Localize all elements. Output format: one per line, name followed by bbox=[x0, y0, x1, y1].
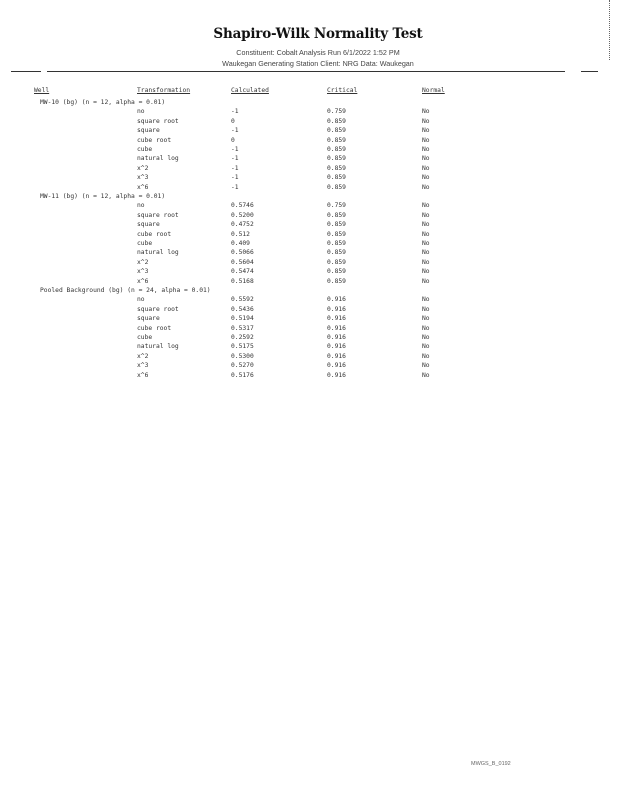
critical-cell: 0.916 bbox=[327, 362, 346, 370]
margin-scan-marks bbox=[609, 0, 612, 60]
transformation-cell: x^3 bbox=[137, 362, 149, 370]
transformation-cell: no bbox=[137, 296, 145, 304]
calculated-cell: -1 bbox=[231, 155, 239, 163]
transformation-cell: x^2 bbox=[137, 258, 149, 266]
well-group-label: Pooled Background (bg) (n = 24, alpha = 0.01) bbox=[40, 287, 211, 294]
transformation-cell: cube bbox=[137, 240, 153, 247]
column-header-normal: Normal bbox=[422, 87, 445, 94]
transformation-cell: square bbox=[137, 315, 160, 323]
calculated-cell: 0.5270 bbox=[231, 362, 254, 370]
report-subtitle-site: Waukegan Generating Station Client: NRG Data: Waukegan bbox=[222, 59, 414, 68]
header-rule-right bbox=[581, 71, 598, 72]
normal-cell: No bbox=[422, 108, 430, 116]
normal-cell: No bbox=[422, 183, 430, 191]
calculated-cell: 0.5474 bbox=[231, 268, 254, 276]
normal-cell: No bbox=[422, 164, 430, 172]
report-title: Shapiro-Wilk Normality Test bbox=[213, 26, 423, 42]
calculated-cell: -1 bbox=[231, 164, 239, 172]
normal-cell: No bbox=[422, 202, 430, 210]
critical-cell: 0.859 bbox=[327, 240, 346, 247]
normal-cell: No bbox=[422, 174, 430, 182]
transformation-cell: square bbox=[137, 127, 160, 135]
critical-cell: 0.916 bbox=[327, 305, 346, 313]
calculated-cell: -1 bbox=[231, 183, 239, 191]
critical-cell: 0.916 bbox=[327, 334, 346, 341]
critical-cell: 0.859 bbox=[327, 164, 346, 172]
column-header-calculated: Calculated bbox=[231, 87, 269, 94]
transformation-cell: x^6 bbox=[137, 183, 149, 191]
transformation-cell: x^3 bbox=[137, 174, 149, 182]
calculated-cell: -1 bbox=[231, 127, 239, 135]
normal-cell: No bbox=[422, 117, 430, 125]
header-rule-main bbox=[47, 71, 565, 72]
normal-cell: No bbox=[422, 371, 430, 379]
normal-cell: No bbox=[422, 258, 430, 266]
normal-cell: No bbox=[422, 343, 430, 351]
column-header-well: Well bbox=[34, 87, 50, 94]
transformation-cell: square root bbox=[137, 211, 179, 219]
critical-cell: 0.859 bbox=[327, 174, 346, 182]
critical-cell: 0.859 bbox=[327, 258, 346, 266]
normal-cell: No bbox=[422, 277, 430, 285]
calculated-cell: 0.5066 bbox=[231, 249, 254, 257]
normal-cell: No bbox=[422, 230, 430, 238]
normal-cell: No bbox=[422, 221, 430, 229]
critical-cell: 0.916 bbox=[327, 324, 346, 332]
calculated-cell: -1 bbox=[231, 174, 239, 182]
normal-cell: No bbox=[422, 136, 430, 144]
transformation-cell: cube root bbox=[137, 230, 172, 238]
critical-cell: 0.859 bbox=[327, 127, 346, 135]
transformation-cell: cube bbox=[137, 334, 153, 341]
calculated-cell: 0.409 bbox=[231, 240, 250, 247]
transformation-cell: natural log bbox=[137, 343, 179, 351]
transformation-cell: square root bbox=[137, 305, 179, 313]
critical-cell: 0.916 bbox=[327, 352, 346, 360]
transformation-cell: square bbox=[137, 221, 160, 229]
calculated-cell: -1 bbox=[231, 108, 239, 116]
critical-cell: 0.759 bbox=[327, 202, 346, 210]
normal-cell: No bbox=[422, 146, 430, 153]
normal-cell: No bbox=[422, 296, 430, 304]
page-id-footer: MWGS_B_0192 bbox=[471, 761, 511, 767]
normal-cell: No bbox=[422, 362, 430, 370]
transformation-cell: no bbox=[137, 108, 145, 116]
normal-cell: No bbox=[422, 334, 430, 341]
critical-cell: 0.916 bbox=[327, 315, 346, 323]
report-subtitle-analysis: Constituent: Cobalt Analysis Run 6/1/2022 1:52 PM bbox=[236, 48, 400, 57]
column-header-transformation: Transformation bbox=[137, 87, 191, 94]
transformation-cell: x^6 bbox=[137, 371, 149, 379]
transformation-cell: natural log bbox=[137, 249, 179, 257]
transformation-cell: x^2 bbox=[137, 164, 149, 172]
critical-cell: 0.859 bbox=[327, 249, 346, 257]
normal-cell: No bbox=[422, 127, 430, 135]
critical-cell: 0.859 bbox=[327, 230, 346, 238]
transformation-cell: natural log bbox=[137, 155, 179, 163]
calculated-cell: 0 bbox=[231, 117, 235, 125]
calculated-cell: 0.5176 bbox=[231, 371, 254, 379]
critical-cell: 0.916 bbox=[327, 371, 346, 379]
calculated-cell: 0.512 bbox=[231, 230, 250, 238]
critical-cell: 0.859 bbox=[327, 183, 346, 191]
calculated-cell: 0.5200 bbox=[231, 211, 254, 219]
normal-cell: No bbox=[422, 155, 430, 163]
transformation-cell: x^3 bbox=[137, 268, 149, 276]
normal-cell: No bbox=[422, 240, 430, 247]
calculated-cell: 0.5604 bbox=[231, 258, 254, 266]
calculated-cell: 0.5194 bbox=[231, 315, 254, 323]
calculated-cell: 0.5175 bbox=[231, 343, 254, 351]
calculated-cell: 0.5436 bbox=[231, 305, 254, 313]
normal-cell: No bbox=[422, 352, 430, 360]
critical-cell: 0.859 bbox=[327, 268, 346, 276]
calculated-cell: 0.5317 bbox=[231, 324, 254, 332]
critical-cell: 0.916 bbox=[327, 343, 346, 351]
normal-cell: No bbox=[422, 268, 430, 276]
normal-cell: No bbox=[422, 211, 430, 219]
transformation-cell: x^2 bbox=[137, 352, 149, 360]
critical-cell: 0.859 bbox=[327, 117, 346, 125]
critical-cell: 0.859 bbox=[327, 221, 346, 229]
critical-cell: 0.859 bbox=[327, 277, 346, 285]
calculated-cell: 0.5746 bbox=[231, 202, 254, 210]
normal-cell: No bbox=[422, 305, 430, 313]
calculated-cell: 0.2592 bbox=[231, 334, 254, 341]
normal-cell: No bbox=[422, 249, 430, 257]
critical-cell: 0.859 bbox=[327, 146, 346, 153]
well-group-label: MW-11 (bg) (n = 12, alpha = 0.01) bbox=[40, 193, 166, 200]
calculated-cell: 0.5168 bbox=[231, 277, 254, 285]
critical-cell: 0.859 bbox=[327, 155, 346, 163]
transformation-cell: x^6 bbox=[137, 277, 149, 285]
well-group-label: MW-10 (bg) (n = 12, alpha = 0.01) bbox=[40, 99, 166, 106]
calculated-cell: 0 bbox=[231, 136, 235, 144]
calculated-cell: 0.5300 bbox=[231, 352, 254, 360]
column-header-critical: Critical bbox=[327, 87, 358, 94]
calculated-cell: -1 bbox=[231, 146, 239, 153]
critical-cell: 0.859 bbox=[327, 211, 346, 219]
transformation-cell: cube root bbox=[137, 136, 172, 144]
header-rule-left bbox=[11, 71, 41, 72]
normal-cell: No bbox=[422, 315, 430, 323]
calculated-cell: 0.4752 bbox=[231, 221, 254, 229]
transformation-cell: cube root bbox=[137, 324, 172, 332]
transformation-cell: no bbox=[137, 202, 145, 210]
critical-cell: 0.759 bbox=[327, 108, 346, 116]
normal-cell: No bbox=[422, 324, 430, 332]
calculated-cell: 0.5592 bbox=[231, 296, 254, 304]
transformation-cell: square root bbox=[137, 117, 179, 125]
transformation-cell: cube bbox=[137, 146, 153, 153]
critical-cell: 0.916 bbox=[327, 296, 346, 304]
critical-cell: 0.859 bbox=[327, 136, 346, 144]
